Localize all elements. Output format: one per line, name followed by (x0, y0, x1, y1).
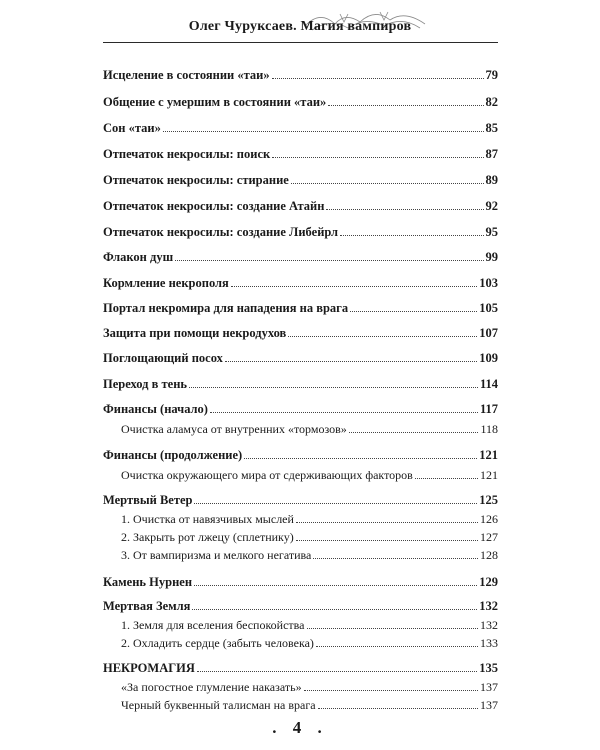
toc-entry[interactable] (103, 659, 498, 675)
toc-subentry[interactable] (103, 420, 498, 436)
toc-entry[interactable] (103, 93, 498, 109)
toc-subentry[interactable] (103, 528, 498, 544)
toc-entry[interactable] (103, 446, 498, 462)
dot-leader (296, 539, 478, 541)
dot-leader (244, 457, 477, 459)
toc-entry-title: 1. Земля для вселения беспокойства (121, 618, 305, 632)
toc-page-number: 89 (485, 173, 498, 187)
toc-page-number: 95 (485, 225, 498, 239)
toc-entry-title: Сон «таи» (103, 121, 161, 135)
toc-entry[interactable] (103, 349, 498, 365)
toc-page-number: 121 (479, 448, 498, 462)
toc-entry-title: Мертвый Ветер (103, 493, 193, 507)
toc-entry-title: Финансы (продолжение) (103, 448, 243, 462)
dot-leader (350, 310, 477, 312)
toc-page-number: 118 (480, 422, 498, 436)
dot-leader (296, 521, 478, 523)
page-number: . 4 . (272, 718, 328, 737)
toc-entry-title: Финансы (начало) (103, 402, 208, 416)
dot-leader (288, 335, 477, 337)
toc-entry-title: 2. Охладить сердце (забыть человека) (121, 636, 314, 650)
toc-entry-title: Защита при помощи некродухов (103, 326, 287, 340)
dot-leader (291, 182, 484, 184)
dot-leader (304, 689, 478, 691)
dot-leader (349, 431, 479, 433)
toc-entry[interactable] (103, 119, 498, 135)
toc-subentry[interactable] (103, 546, 498, 562)
dot-leader (197, 670, 477, 672)
dot-leader (194, 584, 477, 586)
toc-entry-title: Исцеление в состоянии «таи» (103, 68, 270, 82)
dot-leader (225, 360, 477, 362)
toc-page-number: 132 (479, 599, 498, 613)
toc-entry-title: Поглощающий посох (103, 351, 223, 365)
toc-entry[interactable] (103, 400, 498, 416)
toc-page-number: 107 (479, 326, 498, 340)
toc-subentry[interactable] (103, 678, 498, 694)
toc-subentry[interactable] (103, 696, 498, 712)
toc-page-number: 82 (485, 95, 498, 109)
toc-page-number: 137 (480, 698, 498, 712)
toc-entry-title: 3. От вампиризма и мелкого негатива (121, 548, 312, 562)
toc-entry-title: Отпечаток некросилы: поиск (103, 147, 271, 161)
toc-subentry[interactable] (103, 466, 498, 482)
toc-entry-title: Кормление некрополя (103, 276, 229, 290)
dot-leader (415, 477, 478, 479)
dot-leader (192, 608, 477, 610)
toc-entry-title: Черный буквенный талисман на врага (121, 698, 316, 712)
toc-entry-title: 2. Закрыть рот лжецу (сплетнику) (121, 530, 294, 544)
dot-leader (175, 259, 483, 261)
toc-entry[interactable] (103, 248, 498, 264)
toc-page-number: 99 (485, 250, 498, 264)
toc-entry-title: Очистка аламуса от внутренних «тормозов» (121, 422, 347, 436)
dot-leader (313, 557, 478, 559)
toc-page-number: 133 (480, 636, 498, 650)
toc-entry[interactable] (103, 299, 498, 315)
toc-entry[interactable] (103, 324, 498, 340)
toc-entry-title: Флакон душ (103, 250, 174, 264)
toc-page-number: 85 (485, 121, 498, 135)
table-of-contents (103, 0, 498, 750)
toc-entry-title: Отпечаток некросилы: стирание (103, 173, 289, 187)
toc-page-number: 127 (480, 530, 498, 544)
toc-entry-title: Очистка окружающего мира от сдерживающих факторов (121, 468, 413, 482)
toc-page-number: 128 (480, 548, 498, 562)
toc-page-number: 105 (479, 301, 498, 315)
toc-subentry[interactable] (103, 510, 498, 526)
toc-entry-title: «За погостное глумление наказать» (121, 680, 302, 694)
dot-leader (340, 234, 483, 236)
toc-entry[interactable] (103, 197, 498, 213)
toc-entry[interactable] (103, 223, 498, 239)
toc-entry-title: Отпечаток некросилы: создание Либейрл (103, 225, 339, 239)
toc-page-number: 132 (480, 618, 498, 632)
toc-entry-title: Переход в тень (103, 377, 188, 391)
toc-entry[interactable] (103, 597, 498, 613)
toc-page-number: 92 (485, 199, 498, 213)
toc-entry[interactable] (103, 66, 498, 82)
toc-page-number: 135 (479, 661, 498, 675)
toc-page-number: 126 (480, 512, 498, 526)
dot-leader (272, 156, 483, 158)
toc-page-number: 121 (480, 468, 498, 482)
toc-subentry[interactable] (103, 634, 498, 650)
toc-subentry[interactable] (103, 616, 498, 632)
toc-entry-title: Портал некромира для нападения на врага (103, 301, 349, 315)
dot-leader (326, 208, 483, 210)
toc-entry-title: Общение с умершим в состоянии «таи» (103, 95, 327, 109)
running-header-title: Олег Чуруксаев. Магия вампиров (188, 19, 412, 34)
toc-entry[interactable] (103, 375, 498, 391)
toc-entry[interactable] (103, 274, 498, 290)
toc-page-number: 117 (479, 402, 498, 416)
toc-page-number: 103 (479, 276, 498, 290)
toc-page-number: 125 (479, 493, 498, 507)
toc-entry[interactable] (103, 171, 498, 187)
dot-leader (194, 502, 477, 504)
toc-entry[interactable] (103, 491, 498, 507)
dot-leader (231, 285, 477, 287)
dot-leader (163, 130, 484, 132)
toc-entry-title: 1. Очистка от навязчивых мыслей (121, 512, 294, 526)
toc-entry-title: Камень Нурнен (103, 575, 193, 589)
toc-entry-title: Мертвая Земля (103, 599, 191, 613)
dot-leader (318, 707, 478, 709)
toc-page-number: 109 (479, 351, 498, 365)
toc-entry-title: НЕКРОМАГИЯ (103, 661, 195, 675)
toc-page-number: 137 (480, 680, 498, 694)
dot-leader (307, 627, 479, 629)
toc-page-number: 114 (479, 377, 498, 391)
dot-leader (316, 645, 478, 647)
toc-entry[interactable] (103, 573, 498, 589)
toc-page-number: 79 (485, 68, 498, 82)
toc-entry[interactable] (103, 145, 498, 161)
toc-page-number: 129 (479, 575, 498, 589)
dot-leader (272, 77, 484, 79)
toc-page-number: 87 (485, 147, 498, 161)
toc-entry-title: Отпечаток некросилы: создание Атайн (103, 199, 325, 213)
dot-leader (328, 104, 483, 106)
dot-leader (189, 386, 478, 388)
dot-leader (210, 411, 478, 413)
